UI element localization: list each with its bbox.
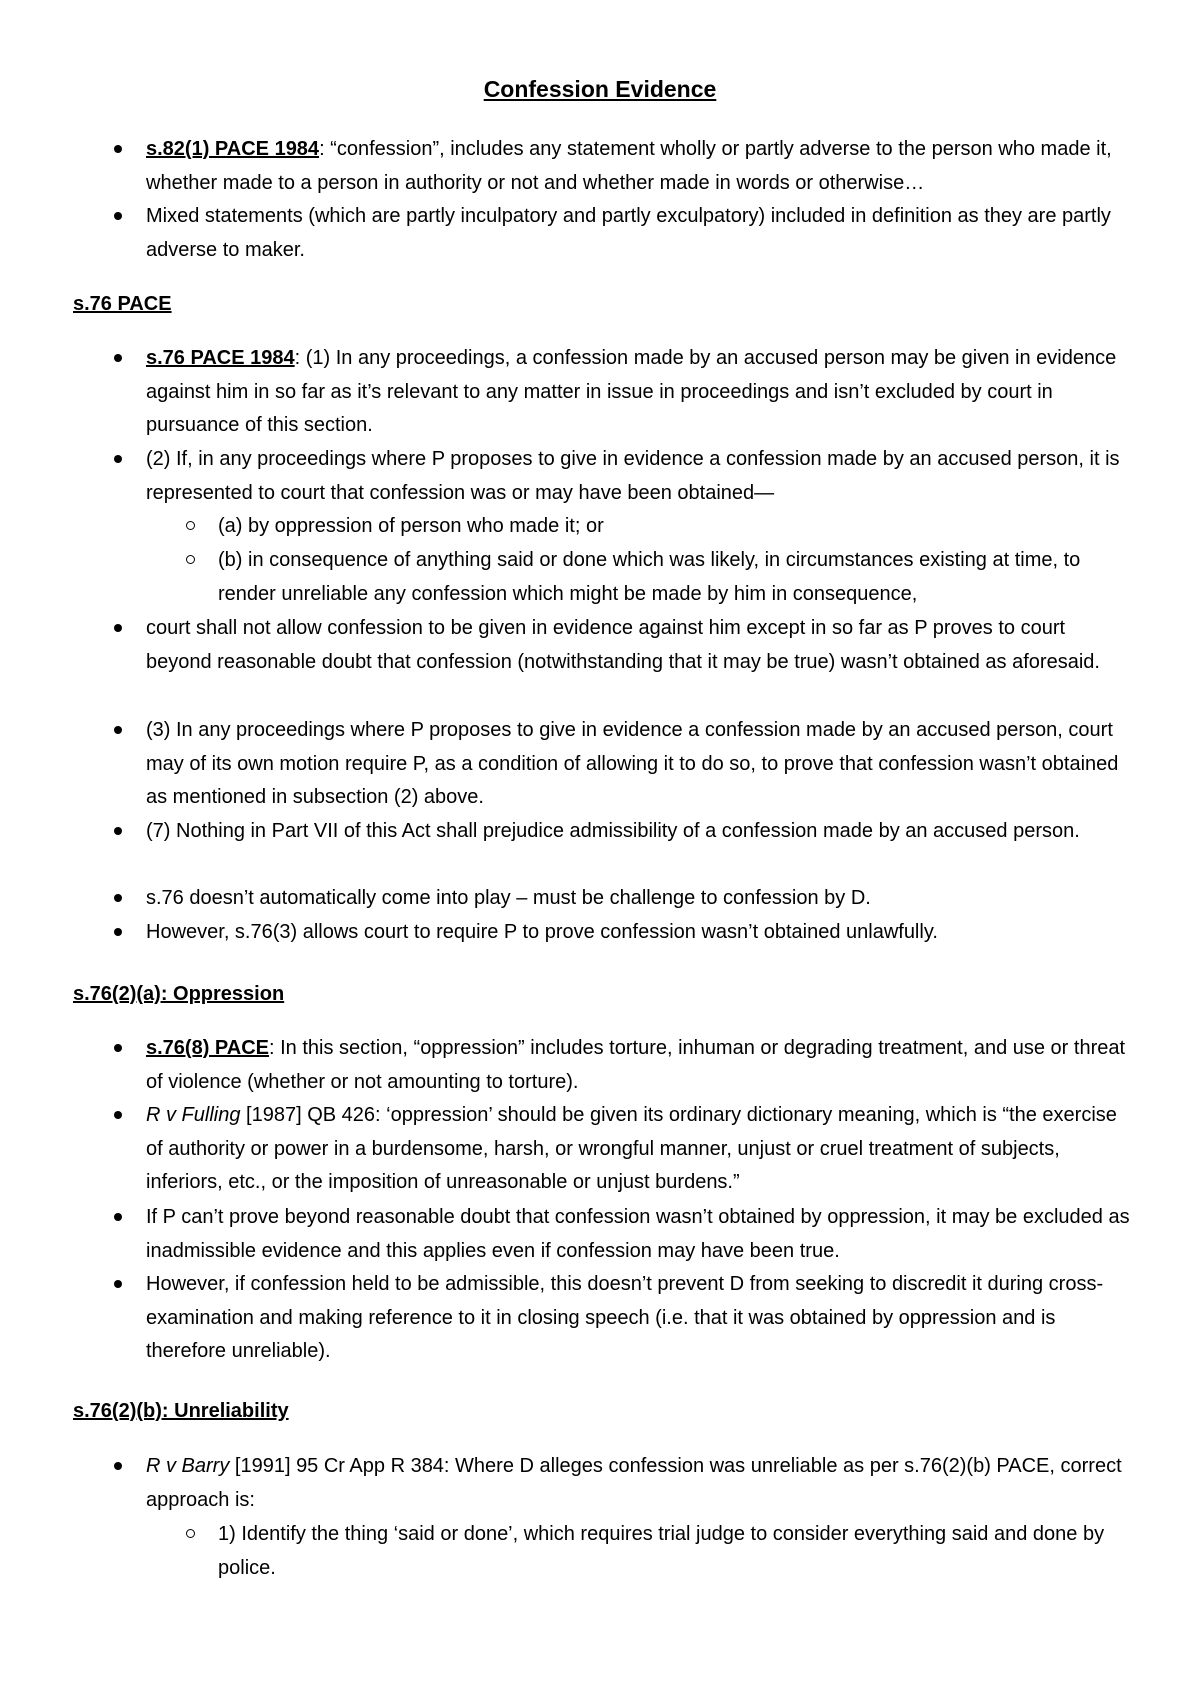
- list-item: [146, 1268, 1136, 1369]
- sub-list-item: [218, 1518, 1138, 1585]
- bullet-icon: [114, 455, 122, 463]
- circle-bullet-icon: [186, 521, 195, 530]
- bullet-icon: [114, 212, 122, 220]
- list-item: [146, 443, 1136, 510]
- circle-bullet-icon: [186, 555, 195, 564]
- bullet-icon: [114, 1280, 122, 1288]
- bullet-icon: [114, 928, 122, 936]
- sub-item-text: (a) by oppression of person who made it; or: [218, 515, 604, 537]
- bullet-text: However, s.76(3) allows court to require P to prove confession wasn’t obtained unlawfully.: [146, 921, 938, 943]
- sub-list-item: [218, 544, 1138, 611]
- list-item: [146, 342, 1136, 443]
- list-item: [146, 1099, 1136, 1200]
- bullet-text: : (1) In any proceedings, a confession made by an accused person may be given in evidence against him in so far as it’s relevant to any matter in issue in proceedings and isn’t excluded by court in pursuance of this section.: [146, 347, 1117, 436]
- bullet-text: (2) If, in any proceedings where P proposes to give in evidence a confession made by an accused person, it is represented to court that confession was or may have been obtained—: [146, 448, 1120, 504]
- bullet-text: : “confession”, includes any statement wholly or partly adverse to the person who made it, whether made to a person in authority or not and whether made in words or otherwise…: [146, 138, 1112, 194]
- sub-item-text: 1) Identify the thing ‘said or done’, which requires trial judge to consider everything said and done by police.: [218, 1523, 1105, 1579]
- bullet-icon: [114, 354, 122, 362]
- bullet-icon: [114, 1213, 122, 1221]
- circle-bullet-icon: [186, 1529, 195, 1538]
- bullet-text: : In this section, “oppression” includes torture, inhuman or degrading treatment, and use or threat of violence (whether or not amounting to torture).: [146, 1037, 1126, 1093]
- list-item: [146, 714, 1136, 815]
- bullet-text: Mixed statements (which are partly inculpatory and partly exculpatory) included in definition as they are partly adverse to maker.: [146, 205, 1111, 261]
- bullet-icon: [114, 624, 122, 632]
- list-item: [146, 612, 1136, 679]
- statute-reference: s.76 PACE 1984: [146, 347, 295, 369]
- section-heading: s.76(2)(a): Oppression: [73, 983, 285, 1005]
- bullet-text: court shall not allow confession to be given in evidence against him except in so far as P proves to court beyond reasonable doubt that confession (notwithstanding that it may be true) wasn’t obtained as aforesaid.: [146, 617, 1100, 673]
- bullet-icon: [114, 827, 122, 835]
- bullet-icon: [114, 1044, 122, 1052]
- section-heading: s.76(2)(b): Unreliability: [73, 1400, 289, 1422]
- list-item: [146, 1201, 1136, 1268]
- statute-reference: s.76(8) PACE: [146, 1037, 270, 1059]
- bullet-text: (3) In any proceedings where P proposes to give in evidence a confession made by an accused person, court may of its own motion require P, as a condition of allowing it to do so, to prove that confession wasn’t obtained as mentioned in subsection (2) above.: [146, 719, 1119, 808]
- list-item: [146, 1032, 1136, 1099]
- bullet-icon: [114, 726, 122, 734]
- list-item: [146, 200, 1136, 267]
- case-name: R v Barry: [146, 1455, 230, 1477]
- sub-list-item: [218, 510, 1138, 544]
- sub-item-text: (b) in consequence of anything said or done which was likely, in circumstances existing at time, to render unreliable any confession which might be made by him in consequence,: [218, 549, 1081, 605]
- bullet-icon: [114, 1462, 122, 1470]
- list-item: [146, 916, 1136, 950]
- list-item: [146, 1450, 1136, 1517]
- bullet-text: s.76 doesn’t automatically come into play – must be challenge to confession by D.: [146, 887, 871, 909]
- statute-reference: s.82(1) PACE 1984: [146, 138, 320, 160]
- section-heading: s.76 PACE: [73, 293, 172, 315]
- case-name: R v Fulling: [146, 1104, 241, 1126]
- bullet-text: If P can’t prove beyond reasonable doubt that confession wasn’t obtained by oppression, it may be excluded as inadmissible evidence and this applies even if confession may have been true.: [146, 1206, 1130, 1262]
- list-item: [146, 133, 1136, 200]
- page-title: Confession Evidence: [483, 76, 717, 102]
- bullet-icon: [114, 1111, 122, 1119]
- bullet-text: [1991] 95 Cr App R 384: Where D alleges confession was unreliable as per s.76(2)(b) PACE, correct approach is:: [146, 1455, 1122, 1511]
- bullet-icon: [114, 145, 122, 153]
- list-item: [146, 815, 1136, 849]
- bullet-text: However, if confession held to be admissible, this doesn’t prevent D from seeking to discredit it during cross-examination and making reference to it in closing speech (i.e. that it was obtained by oppression and is therefore unreliable).: [146, 1273, 1104, 1362]
- list-item: [146, 882, 1136, 916]
- bullet-text: (7) Nothing in Part VII of this Act shall prejudice admissibility of a confession made by an accused person.: [146, 820, 1080, 842]
- bullet-icon: [114, 894, 122, 902]
- bullet-text: [1987] QB 426: ‘oppression’ should be given its ordinary dictionary meaning, which is “the exercise of authority or power in a burdensome, harsh, or wrongful manner, unjust or cruel treatment of subjects, inferiors, etc., or the imposition of unreasonable or unjust burdens.”: [146, 1104, 1117, 1193]
